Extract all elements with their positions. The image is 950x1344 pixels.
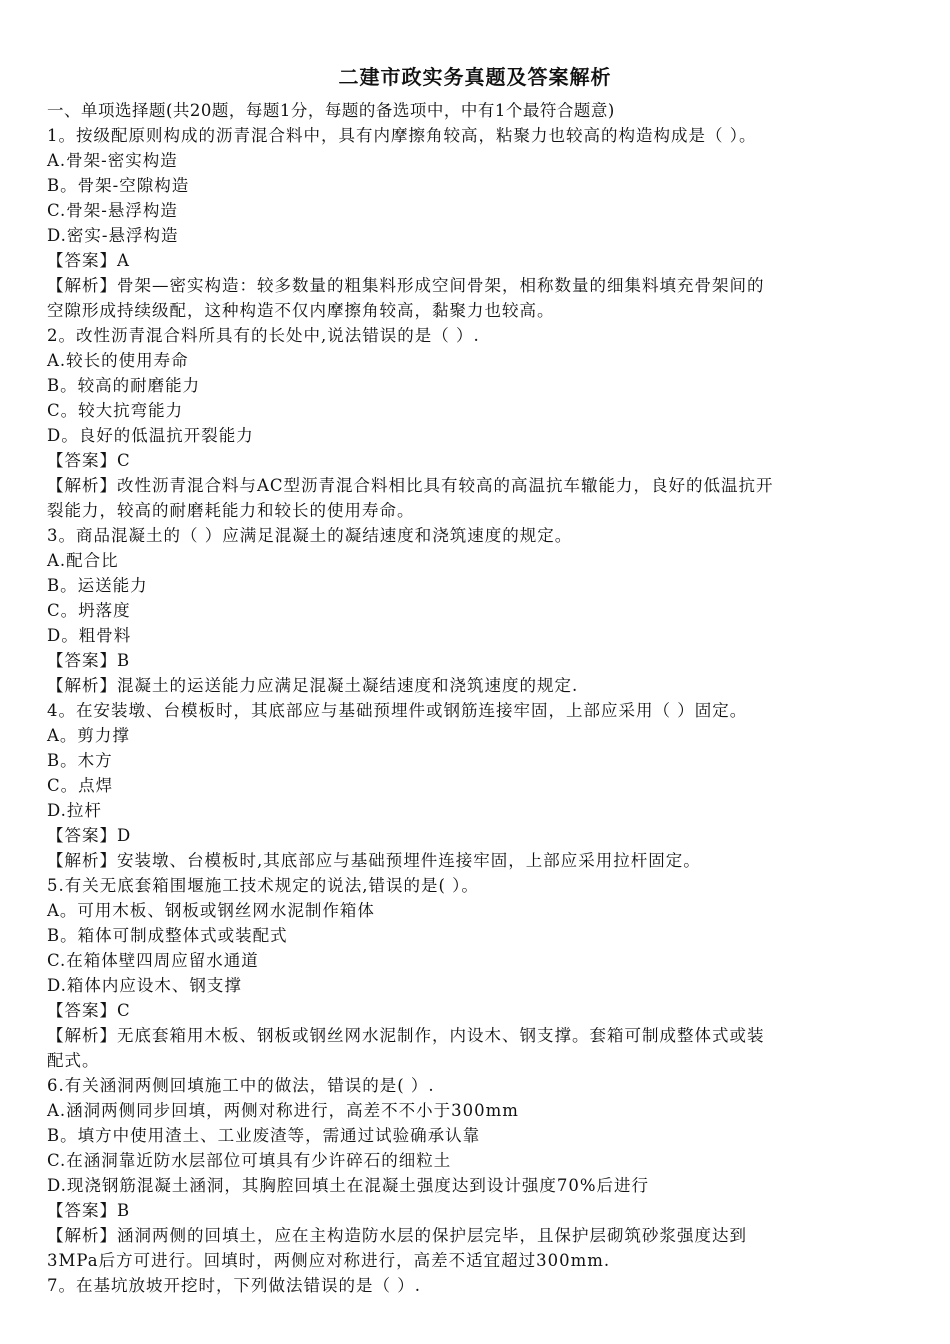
analysis-line: 空隙形成持续级配，这种构造不仅内摩擦角较高，黏聚力也较高。 [47, 301, 555, 320]
question-block [47, 523, 909, 698]
option-b: B。较高的耐磨能力 [47, 376, 201, 395]
analysis-line: 3MPa后方可进行。回填时，两侧应对称进行，高差不适宜超过300mm. [47, 1251, 611, 1270]
option-b: B。运送能力 [47, 576, 148, 595]
option-d: D。良好的低温抗开裂能力 [47, 426, 254, 445]
document-body [47, 98, 909, 1298]
document-title: 二建市政实务真题及答案解析 [338, 65, 612, 89]
option-a: A.涵洞两侧同步回填，两侧对称进行，高差不不小于300mm [47, 1101, 519, 1120]
option-c: C。点焊 [47, 776, 114, 795]
option-b: B。箱体可制成整体式或装配式 [47, 926, 288, 945]
option-c: C。较大抗弯能力 [47, 401, 184, 420]
question-block [47, 1273, 909, 1298]
analysis-line: 【解析】混凝土的运送能力应满足混凝土凝结速度和浇筑速度的规定. [47, 676, 579, 695]
answer-line: 【答案】D [47, 826, 132, 845]
question-stem: 7。在基坑放坡开挖时，下列做法错误的是（ ）. [47, 1276, 421, 1295]
question-stem: 2。改性沥青混合料所具有的长处中,说法错误的是（ ）. [47, 326, 480, 345]
question-block [47, 873, 909, 1073]
option-d: D。粗骨料 [47, 626, 132, 645]
question-block [47, 123, 909, 323]
option-c: C。坍落度 [47, 601, 131, 620]
option-b: B。骨架-空隙构造 [47, 176, 190, 195]
answer-line: 【答案】A [47, 251, 130, 270]
option-d: D.密实-悬浮构造 [47, 226, 179, 245]
analysis-line: 【解析】涵洞两侧的回填土，应在主构造防水层的保护层完毕，且保护层砌筑砂浆强度达到 [47, 1226, 747, 1245]
analysis-line: 【解析】安装墩、台模板时,其底部应与基础预埋件连接牢固，上部应采用拉杆固定。 [47, 851, 701, 870]
analysis-line: 配式。 [47, 1051, 100, 1070]
answer-line: 【答案】B [47, 651, 131, 670]
analysis-line: 【解析】改性沥青混合料与AC型沥青混合料相比具有较高的高温抗车辙能力，良好的低温抗开 [47, 476, 774, 495]
question-stem: 3。商品混凝土的（ ）应满足混凝土的凝结速度和浇筑速度的规定。 [47, 526, 573, 545]
option-d: D.现浇钢筋混凝土涵洞，其胸腔回填土在混凝土强度达到设计强度70%后进行 [47, 1176, 650, 1195]
answer-line: 【答案】B [47, 1201, 131, 1220]
question-stem: 5.有关无底套箱围堰施工技术规定的说法,错误的是( ）。 [47, 876, 479, 895]
option-a: A。剪力撑 [47, 726, 130, 745]
analysis-line: 【解析】无底套箱用木板、钢板或钢丝网水泥制作，内设木、钢支撑。套箱可制成整体式或装 [47, 1026, 765, 1045]
analysis-line: 裂能力，较高的耐磨耗能力和较长的使用寿命。 [47, 501, 415, 520]
analysis-line: 【解析】骨架—密实构造：较多数量的粗集料形成空间骨架，相称数量的细集料填充骨架间的 [47, 276, 765, 295]
question-block [47, 323, 909, 523]
question-stem: 6.有关涵洞两侧回填施工中的做法，错误的是( ）. [47, 1076, 435, 1095]
option-b: B。木方 [47, 751, 113, 770]
question-stem: 4。在安装墩、台模板时，其底部应与基础预埋件或钢筋连接牢固，上部应采用（ ）固定。 [47, 701, 748, 720]
option-c: C.在箱体壁四周应留水通道 [47, 951, 259, 970]
option-d: D.箱体内应设木、钢支撑 [47, 976, 242, 995]
option-c: C.骨架-悬浮构造 [47, 201, 178, 220]
option-b: B。填方中使用渣土、工业废渣等，需通过试验确承认靠 [47, 1126, 481, 1145]
option-c: C.在涵洞靠近防水层部位可填具有少许碎石的细粒土 [47, 1151, 452, 1170]
option-a: A.配合比 [47, 551, 119, 570]
answer-line: 【答案】C [47, 451, 131, 470]
question-stem: 1。按级配原则构成的沥青混合料中，具有内摩擦角较高，粘聚力也较高的构造构成是（ ）。 [47, 126, 757, 145]
section-heading: 一、单项选择题(共20题，每题1分，每题的备选项中，中有1个最符合题意) [47, 101, 615, 120]
question-block [47, 698, 909, 873]
option-d: D.拉杆 [47, 801, 102, 820]
option-a: A。可用木板、钢板或钢丝网水泥制作箱体 [47, 901, 375, 920]
answer-line: 【答案】C [47, 1001, 131, 1020]
option-a: A.骨架-密实构造 [47, 151, 178, 170]
option-a: A.较长的使用寿命 [47, 351, 189, 370]
question-block [47, 1073, 909, 1273]
